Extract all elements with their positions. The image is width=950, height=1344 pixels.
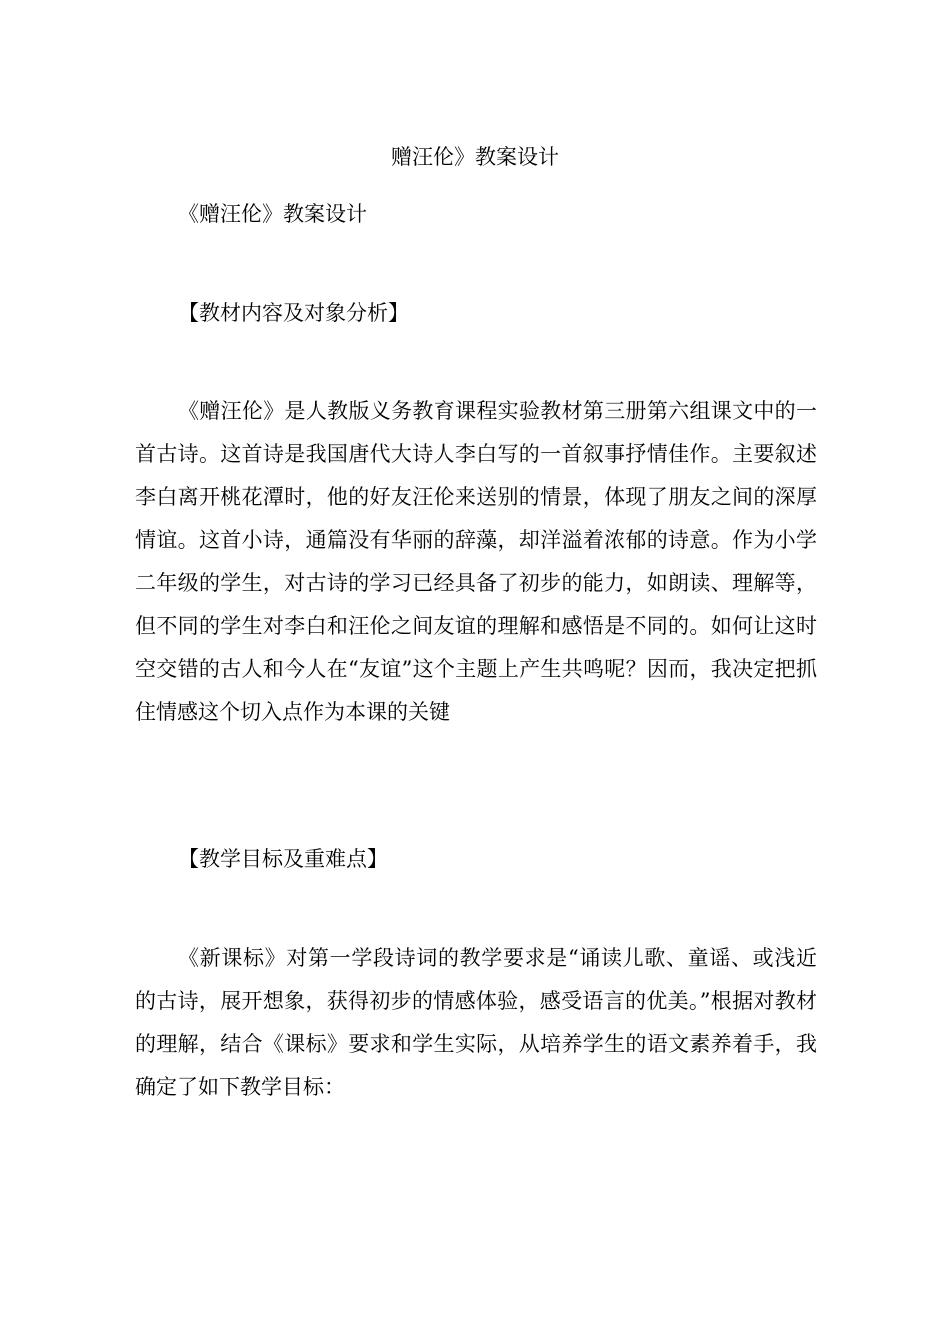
paragraph-material-analysis: 《赠汪伦》是人教版义务教育课程实验教材第三册第六组课文中的一首古诗。这首诗是我国唐代大诗人李白写的一首叙事抒情佳作。主要叙述李白离开桃花潭时，他的好友汪伦来送别的情景，体现了朋友之间的深厚情谊。这首小诗，通篇没有华丽的辞藻，却洋溢着浓郁的诗意。作为小学二年级的学生，对古诗的学习已经具备了初步的能力，如朗读、理解等，但不同的学生对李白和汪伦之间友谊的理解和感悟是不同的。如何让这时空交错的古人和今人在“友谊”这个主题上产生共鸣呢？因而，我决定把抓住情感这个切入点作为本课的关键 — [135, 399, 817, 724]
section-heading-material-analysis: 【教材内容及对象分析】 — [178, 301, 409, 325]
paragraph-teaching-goals: 《新课标》对第一学段诗词的教学要求是“诵读儿歌、童谣、或浅近的古诗，展开想象，获得初步的情感体验，感受语言的优美。”根据对教材的理解，结合《课标》要求和学生实际，从培养学生的语文素养着手，我确定了如下教学目标： — [135, 946, 817, 1099]
section-heading-teaching-goals: 【教学目标及重难点】 — [178, 847, 388, 871]
document-title: 赠汪伦》教案设计 — [391, 145, 559, 169]
document-subtitle: 《赠汪伦》教案设计 — [178, 202, 367, 226]
